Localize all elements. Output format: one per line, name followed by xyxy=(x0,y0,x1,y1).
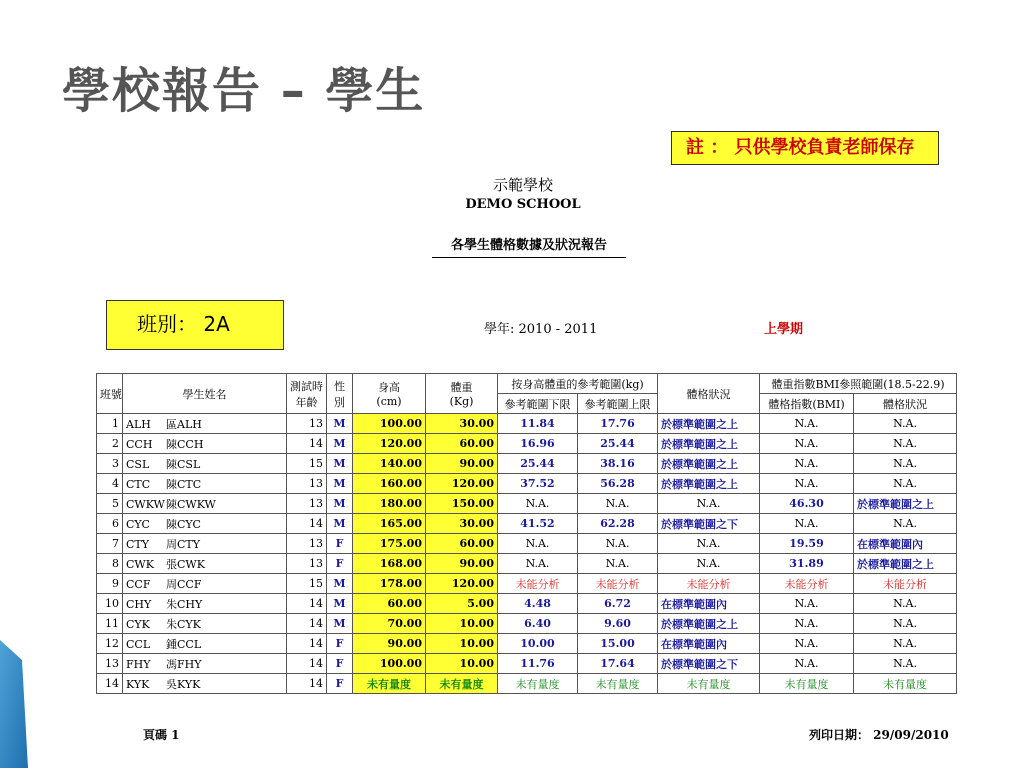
cell-sex: M xyxy=(327,474,353,494)
cell-age: 14 xyxy=(287,514,327,534)
cell-weight: 90.00 xyxy=(426,454,498,474)
cell-age: 13 xyxy=(287,474,327,494)
cell-status: 於標準範圍之上 xyxy=(658,614,760,634)
student-name: 吳KYK xyxy=(166,677,201,691)
header-height-unit: (cm) xyxy=(376,395,402,408)
cell-class-no: 1 xyxy=(97,414,123,434)
cell-sex: F xyxy=(327,634,353,654)
cell-student-name xyxy=(123,454,287,474)
cell-bmi: 31.89 xyxy=(760,554,854,574)
cell-ref-low: 41.52 xyxy=(498,514,578,534)
student-name: 鍾CCL xyxy=(166,637,202,651)
cell-weight: 5.00 xyxy=(426,594,498,614)
print-date: 列印日期： 29/09/2010 xyxy=(809,728,949,742)
header-bmi-range: 體重指數BMI參照範圍(18.5-22.9) xyxy=(760,374,957,394)
cell-ref-low: N.A. xyxy=(498,494,578,514)
cell-age: 13 xyxy=(287,534,327,554)
table-row xyxy=(97,454,957,474)
cell-ref-low: N.A. xyxy=(498,554,578,574)
student-code: CYC xyxy=(126,517,150,531)
cell-class-no: 14 xyxy=(97,674,123,694)
cell-bmi-status: 於標準範圍之上 xyxy=(854,494,957,514)
cell-status: 於標準範圍之下 xyxy=(658,514,760,534)
cell-age: 13 xyxy=(287,554,327,574)
student-code: CCL xyxy=(126,637,151,651)
student-name: 馮FHY xyxy=(166,657,202,671)
cell-status: 於標準範圍之上 xyxy=(658,454,760,474)
table-row xyxy=(97,594,957,614)
cell-status: 在標準範圍內 xyxy=(658,634,760,654)
student-name: 朱CHY xyxy=(166,597,203,611)
table-row xyxy=(97,434,957,454)
cell-status: 在標準範圍內 xyxy=(658,594,760,614)
student-name: 周CCF xyxy=(166,577,202,591)
cell-bmi: 未有量度 xyxy=(760,674,854,694)
cell-bmi: 19.59 xyxy=(760,534,854,554)
cell-student-name xyxy=(123,654,287,674)
student-code: KYK xyxy=(126,677,150,691)
student-code: CYK xyxy=(126,617,150,631)
header-height xyxy=(353,374,426,414)
table-row xyxy=(97,494,957,514)
cell-ref-high: 62.28 xyxy=(578,514,658,534)
report-title: 各學生體格數據及狀況報告 xyxy=(432,234,626,258)
cell-bmi-status: N.A. xyxy=(854,454,957,474)
cell-height: 140.00 xyxy=(353,454,426,474)
student-code: CWK xyxy=(126,557,154,571)
cell-ref-high: 未能分析 xyxy=(578,574,658,594)
cell-sex: M xyxy=(327,514,353,534)
cell-sex: M xyxy=(327,494,353,514)
table-row xyxy=(97,534,957,554)
cell-bmi-status: 未能分析 xyxy=(854,574,957,594)
cell-bmi-status: 未有量度 xyxy=(854,674,957,694)
cell-bmi: N.A. xyxy=(760,474,854,494)
cell-weight: 90.00 xyxy=(426,554,498,574)
cell-weight: 10.00 xyxy=(426,654,498,674)
student-name: 陳CWKW xyxy=(166,497,216,511)
cell-sex: F xyxy=(327,654,353,674)
cell-sex: F xyxy=(327,534,353,554)
cell-age: 13 xyxy=(287,414,327,434)
cell-class-no: 5 xyxy=(97,494,123,514)
header-ref-high: 參考範圍上限 xyxy=(578,394,658,414)
cell-age: 14 xyxy=(287,634,327,654)
cell-ref-low: N.A. xyxy=(498,534,578,554)
cell-sex: M xyxy=(327,414,353,434)
student-code: ALH xyxy=(126,417,151,431)
cell-weight: 未有量度 xyxy=(426,674,498,694)
cell-status: N.A. xyxy=(658,554,760,574)
header-bmi: 體格指數(BMI) xyxy=(760,394,854,414)
cell-height: 168.00 xyxy=(353,554,426,574)
cell-class-no: 12 xyxy=(97,634,123,654)
cell-bmi-status: N.A. xyxy=(854,594,957,614)
student-code: CWKW xyxy=(126,497,165,511)
cell-ref-low: 37.52 xyxy=(498,474,578,494)
cell-student-name xyxy=(123,574,287,594)
table-row xyxy=(97,674,957,694)
student-name: 陳CSL xyxy=(166,457,201,471)
header-weight xyxy=(426,374,498,414)
class-label: 班別： 2A xyxy=(106,300,284,350)
cell-student-name xyxy=(123,614,287,634)
table-row xyxy=(97,634,957,654)
student-name: 朱CYK xyxy=(166,617,201,631)
cell-ref-low: 16.96 xyxy=(498,434,578,454)
student-name: 張CWK xyxy=(166,557,205,571)
table-row xyxy=(97,614,957,634)
cell-class-no: 11 xyxy=(97,614,123,634)
school-year: 學年: 2010 - 2011 xyxy=(484,322,598,337)
cell-age: 15 xyxy=(287,454,327,474)
cell-student-name xyxy=(123,434,287,454)
cell-height: 未有量度 xyxy=(353,674,426,694)
cell-ref-high: N.A. xyxy=(578,534,658,554)
cell-age: 15 xyxy=(287,574,327,594)
cell-ref-low: 10.00 xyxy=(498,634,578,654)
cell-sex: M xyxy=(327,454,353,474)
header-bmi-status: 體格狀況 xyxy=(854,394,957,414)
cell-bmi: N.A. xyxy=(760,514,854,534)
cell-bmi-status: 在標準範圍內 xyxy=(854,534,957,554)
school-name-chinese: 示範學校 xyxy=(492,176,553,194)
cell-ref-high: 15.00 xyxy=(578,634,658,654)
cell-class-no: 9 xyxy=(97,574,123,594)
cell-student-name xyxy=(123,474,287,494)
cell-student-name xyxy=(123,594,287,614)
cell-ref-low: 6.40 xyxy=(498,614,578,634)
cell-bmi: N.A. xyxy=(760,434,854,454)
cell-class-no: 13 xyxy=(97,654,123,674)
school-term: 上學期 xyxy=(764,322,804,337)
cell-ref-high: N.A. xyxy=(578,494,658,514)
cell-bmi: N.A. xyxy=(760,454,854,474)
header-height-label: 身高 xyxy=(378,381,400,394)
cell-sex: F xyxy=(327,674,353,694)
cell-bmi-status: N.A. xyxy=(854,654,957,674)
cell-sex: F xyxy=(327,554,353,574)
cell-status: N.A. xyxy=(658,494,760,514)
cell-height: 90.00 xyxy=(353,634,426,654)
cell-bmi-status: N.A. xyxy=(854,434,957,454)
student-code: CHY xyxy=(126,597,152,611)
cell-ref-high: 未有量度 xyxy=(578,674,658,694)
cell-bmi: N.A. xyxy=(760,654,854,674)
cell-status: 於標準範圍之下 xyxy=(658,654,760,674)
cell-ref-low: 11.76 xyxy=(498,654,578,674)
table-row xyxy=(97,554,957,574)
header-ref-range: 按身高體重的參考範圍(kg) xyxy=(498,374,658,394)
cell-class-no: 6 xyxy=(97,514,123,534)
cell-ref-low: 25.44 xyxy=(498,454,578,474)
cell-bmi: 未能分析 xyxy=(760,574,854,594)
cell-bmi: N.A. xyxy=(760,634,854,654)
cell-bmi: 46.30 xyxy=(760,494,854,514)
table-row xyxy=(97,574,957,594)
table-row xyxy=(97,474,957,494)
cell-student-name xyxy=(123,674,287,694)
cell-height: 165.00 xyxy=(353,514,426,534)
cell-class-no: 8 xyxy=(97,554,123,574)
cell-sex: M xyxy=(327,574,353,594)
table-row xyxy=(97,414,957,434)
cell-height: 100.00 xyxy=(353,654,426,674)
header-student-name: 學生姓名 xyxy=(123,374,287,414)
header-age: 測試時年齡 xyxy=(287,374,327,414)
cell-student-name xyxy=(123,534,287,554)
cell-ref-high: 56.28 xyxy=(578,474,658,494)
cell-ref-high: 6.72 xyxy=(578,594,658,614)
cell-ref-high: N.A. xyxy=(578,554,658,574)
cell-ref-low: 未能分析 xyxy=(498,574,578,594)
cell-student-name xyxy=(123,554,287,574)
cell-weight: 60.00 xyxy=(426,534,498,554)
cell-weight: 10.00 xyxy=(426,614,498,634)
cell-ref-high: 38.16 xyxy=(578,454,658,474)
cell-height: 160.00 xyxy=(353,474,426,494)
cell-weight: 120.00 xyxy=(426,574,498,594)
cell-sex: M xyxy=(327,434,353,454)
student-name: 陳CCH xyxy=(166,437,204,451)
cell-height: 178.00 xyxy=(353,574,426,594)
cell-weight: 150.00 xyxy=(426,494,498,514)
cell-status: 於標準範圍之上 xyxy=(658,414,760,434)
school-name-english: DEMO SCHOOL xyxy=(465,197,581,212)
student-code: CSL xyxy=(126,457,150,471)
student-code: CCH xyxy=(126,437,153,451)
cell-age: 14 xyxy=(287,614,327,634)
header-ref-low: 參考範圍下限 xyxy=(498,394,578,414)
confidential-note: 註 ： 只供學校負責老師保存 xyxy=(671,131,939,165)
cell-class-no: 2 xyxy=(97,434,123,454)
cell-weight: 30.00 xyxy=(426,414,498,434)
cell-bmi: N.A. xyxy=(760,414,854,434)
cell-class-no: 10 xyxy=(97,594,123,614)
cell-bmi-status: N.A. xyxy=(854,474,957,494)
header-status: 體格狀況 xyxy=(658,374,760,414)
cell-weight: 30.00 xyxy=(426,514,498,534)
cell-ref-low: 11.84 xyxy=(498,414,578,434)
cell-status: 於標準範圍之上 xyxy=(658,474,760,494)
header-sex: 性別 xyxy=(327,374,353,414)
cell-bmi-status: N.A. xyxy=(854,634,957,654)
student-name: 陳CYC xyxy=(166,517,201,531)
cell-bmi-status: N.A. xyxy=(854,614,957,634)
cell-status: 未有量度 xyxy=(658,674,760,694)
cell-student-name xyxy=(123,414,287,434)
student-name: 區ALH xyxy=(166,417,202,431)
cell-sex: M xyxy=(327,594,353,614)
table-row xyxy=(97,654,957,674)
student-name: 周CTY xyxy=(166,537,201,551)
cell-age: 13 xyxy=(287,494,327,514)
cell-ref-low: 未有量度 xyxy=(498,674,578,694)
cell-height: 180.00 xyxy=(353,494,426,514)
cell-class-no: 3 xyxy=(97,454,123,474)
cell-weight: 60.00 xyxy=(426,434,498,454)
cell-weight: 10.00 xyxy=(426,634,498,654)
cell-weight: 120.00 xyxy=(426,474,498,494)
cell-sex: M xyxy=(327,614,353,634)
student-name: 陳CTC xyxy=(166,477,202,491)
table-row xyxy=(97,514,957,534)
cell-ref-high: 9.60 xyxy=(578,614,658,634)
cell-height: 100.00 xyxy=(353,414,426,434)
slide-title: 學校報告 – 學生 xyxy=(62,63,426,119)
corner-decoration xyxy=(0,640,40,768)
student-fitness-table xyxy=(96,373,957,694)
cell-ref-high: 17.76 xyxy=(578,414,658,434)
cell-class-no: 4 xyxy=(97,474,123,494)
cell-age: 14 xyxy=(287,434,327,454)
cell-ref-high: 17.64 xyxy=(578,654,658,674)
cell-student-name xyxy=(123,634,287,654)
header-weight-label: 體重 xyxy=(450,381,473,394)
header-weight-unit: (Kg) xyxy=(449,395,474,408)
student-code: CTY xyxy=(126,537,150,551)
cell-student-name xyxy=(123,514,287,534)
cell-bmi-status: N.A. xyxy=(854,414,957,434)
cell-student-name xyxy=(123,494,287,514)
header-class-no: 班號 xyxy=(97,374,123,414)
cell-bmi: N.A. xyxy=(760,614,854,634)
student-code: CTC xyxy=(126,477,151,491)
cell-height: 120.00 xyxy=(353,434,426,454)
cell-bmi: N.A. xyxy=(760,594,854,614)
cell-height: 60.00 xyxy=(353,594,426,614)
cell-age: 14 xyxy=(287,654,327,674)
cell-age: 14 xyxy=(287,674,327,694)
cell-class-no: 7 xyxy=(97,534,123,554)
cell-height: 175.00 xyxy=(353,534,426,554)
cell-ref-high: 25.44 xyxy=(578,434,658,454)
cell-age: 14 xyxy=(287,594,327,614)
page-number: 頁碼 1 xyxy=(143,728,180,742)
student-code: FHY xyxy=(126,657,151,671)
cell-height: 70.00 xyxy=(353,614,426,634)
cell-status: 於標準範圍之上 xyxy=(658,434,760,454)
cell-status: N.A. xyxy=(658,534,760,554)
cell-ref-low: 4.48 xyxy=(498,594,578,614)
cell-bmi-status: N.A. xyxy=(854,514,957,534)
cell-status: 未能分析 xyxy=(658,574,760,594)
student-code: CCF xyxy=(126,577,151,591)
cell-bmi-status: 於標準範圍之上 xyxy=(854,554,957,574)
